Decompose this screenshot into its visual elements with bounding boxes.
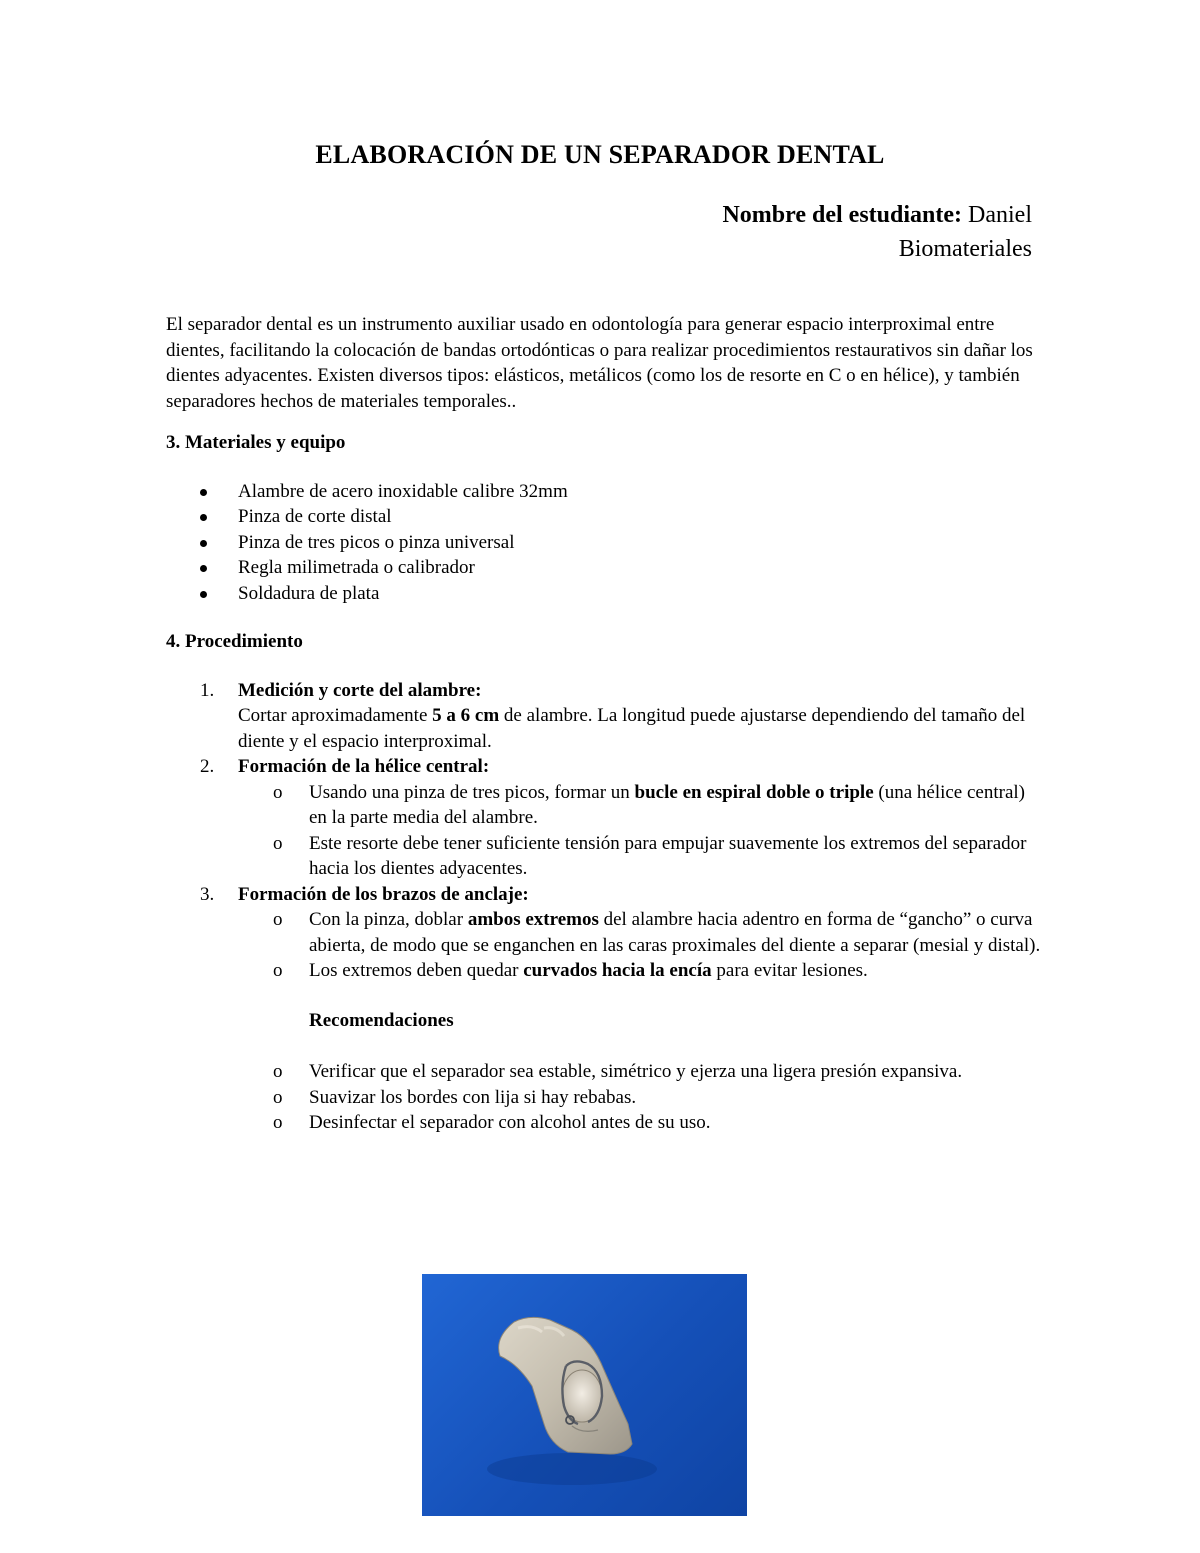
list-item: o Desinfectar el separador con alcohol antes de su uso. (166, 1110, 1046, 1136)
list-item: Regla milimetrada o calibrador (166, 555, 1046, 581)
circle-bullet-icon: o (273, 832, 283, 854)
circle-bullet-icon: o (273, 1086, 283, 1108)
procedure-step (166, 678, 1046, 755)
materials-heading: 3. Materiales y equipo (166, 432, 346, 453)
dental-model-image (422, 1274, 747, 1516)
course-name: Biomateriales (898, 236, 1032, 262)
list-item: o Suavizar los bordes con lija si hay rebabas. (166, 1085, 1046, 1111)
recommendations-section (166, 1008, 1046, 1034)
document-body (166, 312, 1046, 1136)
intro-paragraph: El separador dental es un instrumento auxiliar usado en odontología para generar espacio interproximal entre dientes, facilitando la colocación de bandas ortodónticas o para realizar procedimientos restaurativos sin dañar los dientes adyacentes. Existen diversos tipos: elásticos, metálicos (como los de resorte en C o en hélice), y también separadores hechos de materiales temporales.. (166, 314, 1033, 412)
recommendations-list (166, 1059, 1046, 1136)
dental-separator-photo (422, 1274, 747, 1516)
step-text: Cortar aproximadamente 5 a 6 cm de alambre. La longitud puede ajustarse dependiendo del tamaño del diente y el espacio interproximal. (238, 705, 1026, 752)
circle-bullet-icon: o (273, 1061, 283, 1082)
recommendations-title: Recomendaciones (309, 1009, 454, 1031)
student-label: Nombre del estudiante: (722, 202, 963, 228)
sub-list-item: o Este resorte debe tener suficiente tensión para empujar suavemente los extremos del separador hacia los dientes adyacentes. (273, 832, 1027, 879)
materials-list (166, 479, 1046, 607)
sub-list-item: o Los extremos deben quedar curvados hacia la encía para evitar lesiones. (238, 958, 1046, 984)
step-title: Formación de la hélice central: (238, 756, 490, 777)
student-name-line (722, 198, 1032, 232)
step-title: Medición y corte del alambre: (238, 679, 482, 701)
list-item: Pinza de tres picos o pinza universal (166, 530, 1046, 556)
bullet-icon (200, 489, 207, 496)
list-item: Alambre de acero inoxidable calibre 32mm (166, 479, 1046, 505)
circle-bullet-icon: o (273, 1112, 283, 1133)
list-item: Soldadura de plata (166, 581, 1046, 607)
student-info (722, 198, 1032, 266)
step-number: 1. (200, 679, 215, 701)
sub-list-item: o Usando una pinza de tres picos, formar un bucle en espiral doble o triple (una hélice central) en la parte media del alambre. (273, 781, 1026, 828)
circle-bullet-icon: o (273, 781, 283, 803)
step-title: Formación de los brazos de anclaje: (238, 883, 529, 905)
procedure-step (166, 882, 1046, 984)
list-item: Pinza de corte distal (166, 504, 1046, 530)
list-item: o Verificar que el separador sea estable, simétrico y ejerza una ligera presión expansiva. (166, 1059, 1046, 1085)
sub-list (238, 907, 1046, 984)
procedure-heading: 4. Procedimiento (166, 631, 303, 652)
bullet-icon (200, 540, 207, 547)
bullet-icon (200, 514, 207, 521)
bullet-icon (200, 565, 207, 572)
step-number: 2. (200, 756, 215, 777)
step-number: 3. (200, 883, 215, 905)
circle-bullet-icon: o (273, 909, 283, 930)
procedure-step (166, 754, 1046, 882)
student-name: Daniel (968, 202, 1032, 228)
bullet-icon (200, 591, 207, 598)
sub-list (238, 780, 1046, 882)
document-title: ELABORACIÓN DE UN SEPARADOR DENTAL (315, 140, 885, 169)
sub-list-item: o Con la pinza, doblar ambos extremos del alambre hacia adentro en forma de “gancho” o curva abierta, de modo que se enganchen en las caras proximales del diente a separar (mesial y distal). (273, 909, 1041, 956)
circle-bullet-icon: o (273, 960, 283, 981)
procedure-steps (166, 678, 1046, 984)
